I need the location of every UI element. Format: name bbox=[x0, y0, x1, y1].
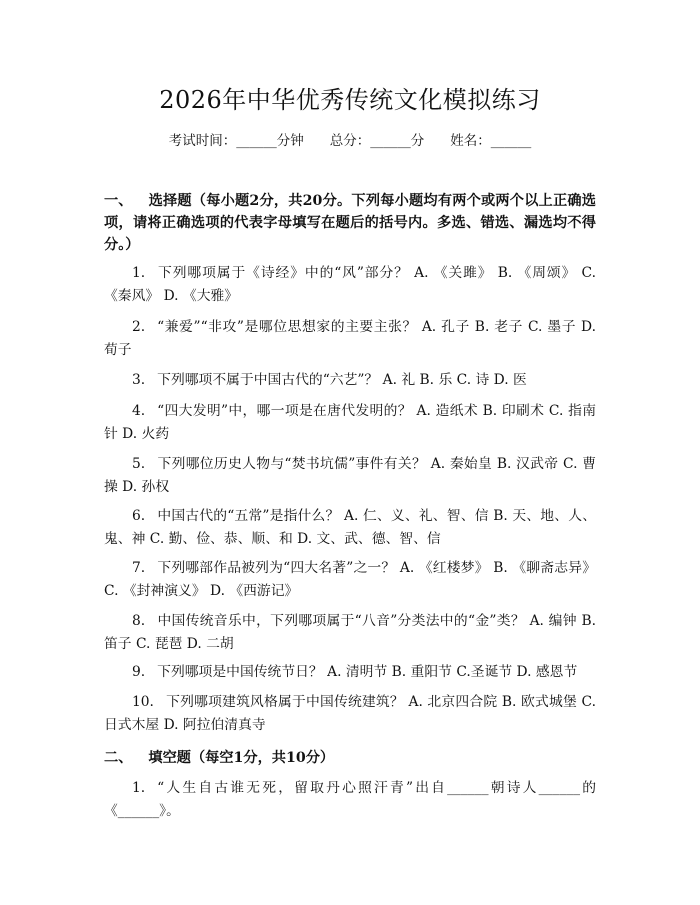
question-text: 下列哪项属于《诗经》中的“风”部分？ A. 《关雎》 B. 《周颂》 C. 《秦风》 D. 《大雅》 bbox=[104, 265, 596, 304]
section-instructions: 填空题（每空1分，共10分） bbox=[148, 750, 335, 766]
question-item bbox=[104, 661, 596, 684]
question-number: 1. bbox=[132, 265, 146, 281]
question-text: 中国传统音乐中，下列哪项属于“八音”分类法中的“金”类？ A. 编钟 B. 笛子 C. 琵琶 D. 二胡 bbox=[104, 613, 596, 652]
section-instructions: 选择题（每小题2分，共20分。下列每小题均有两个或两个以上正确选项，请将正确选项的代表字母填写在题后的括号内。多选、错选、漏选均不得分。） bbox=[104, 193, 596, 253]
question-item bbox=[104, 557, 596, 602]
question-number: 8. bbox=[132, 613, 146, 629]
question-text: 下列哪项建筑风格属于中国传统建筑？ A. 北京四合院 B. 欧式城堡 C. 日式木屋 D. 阿拉伯清真寺 bbox=[104, 694, 596, 733]
question-number: 9. bbox=[132, 664, 146, 680]
section-heading-choice bbox=[104, 190, 596, 256]
question-item bbox=[104, 400, 596, 445]
question-text: 下列哪位历史人物与“焚书坑儒”事件有关？ A. 秦始皇 B. 汉武帝 C. 曹操 D. 孙权 bbox=[104, 456, 596, 495]
question-text: “人生自古谁无死，留取丹心照汗青”出自______朝诗人______的《______》。 bbox=[104, 780, 596, 819]
question-text: 下列哪项不属于中国古代的“六艺”？ A. 礼 B. 乐 C. 诗 D. 医 bbox=[157, 372, 527, 388]
question-number: 2. bbox=[132, 319, 146, 335]
question-item bbox=[104, 316, 596, 361]
question-number: 3. bbox=[132, 372, 146, 388]
question-number: 6. bbox=[132, 508, 146, 524]
question-number: 7. bbox=[132, 560, 146, 576]
question-text: 中国古代的“五常”是指什么？ A. 仁、义、礼、智、信 B. 天、地、人、鬼、神 C. 勤、俭、恭、顺、和 D. 文、武、德、智、信 bbox=[104, 508, 596, 547]
page-title: 2026年中华优秀传统文化模拟练习 bbox=[159, 86, 541, 114]
question-number: 10. bbox=[132, 694, 154, 710]
question-item bbox=[104, 777, 596, 822]
section-number: 二、 bbox=[104, 750, 133, 766]
section-heading-fill bbox=[104, 747, 596, 769]
name-field: 姓名：______ bbox=[450, 133, 532, 149]
question-number: 5. bbox=[132, 456, 146, 472]
question-text: 下列哪部作品被列为“四大名著”之一？ A. 《红楼梦》 B. 《聊斋志异》 C. 《封神演义》 D. 《西游记》 bbox=[104, 560, 596, 599]
total-score-field: 总分：______分 bbox=[329, 133, 425, 149]
question-text: “兼爱”“非攻”是哪位思想家的主要主张？ A. 孔子 B. 老子 C. 墨子 D. 荀子 bbox=[104, 319, 596, 358]
question-item bbox=[104, 691, 596, 736]
exam-time-field: 考试时间：______分钟 bbox=[168, 133, 304, 149]
question-item bbox=[104, 505, 596, 550]
question-number: 4. bbox=[132, 403, 146, 419]
exam-meta bbox=[0, 131, 700, 151]
question-item bbox=[104, 262, 596, 307]
question-text: 下列哪项是中国传统节日？ A. 清明节 B. 重阳节 C.圣诞节 D. 感恩节 bbox=[157, 664, 578, 680]
question-number: 1. bbox=[132, 780, 146, 796]
question-text: “四大发明”中，哪一项是在唐代发明的？ A. 造纸术 B. 印刷术 C. 指南针 D. 火药 bbox=[104, 403, 596, 442]
question-item bbox=[104, 610, 596, 655]
question-item bbox=[104, 453, 596, 498]
section-number: 一、 bbox=[104, 193, 133, 209]
question-item bbox=[104, 369, 596, 392]
